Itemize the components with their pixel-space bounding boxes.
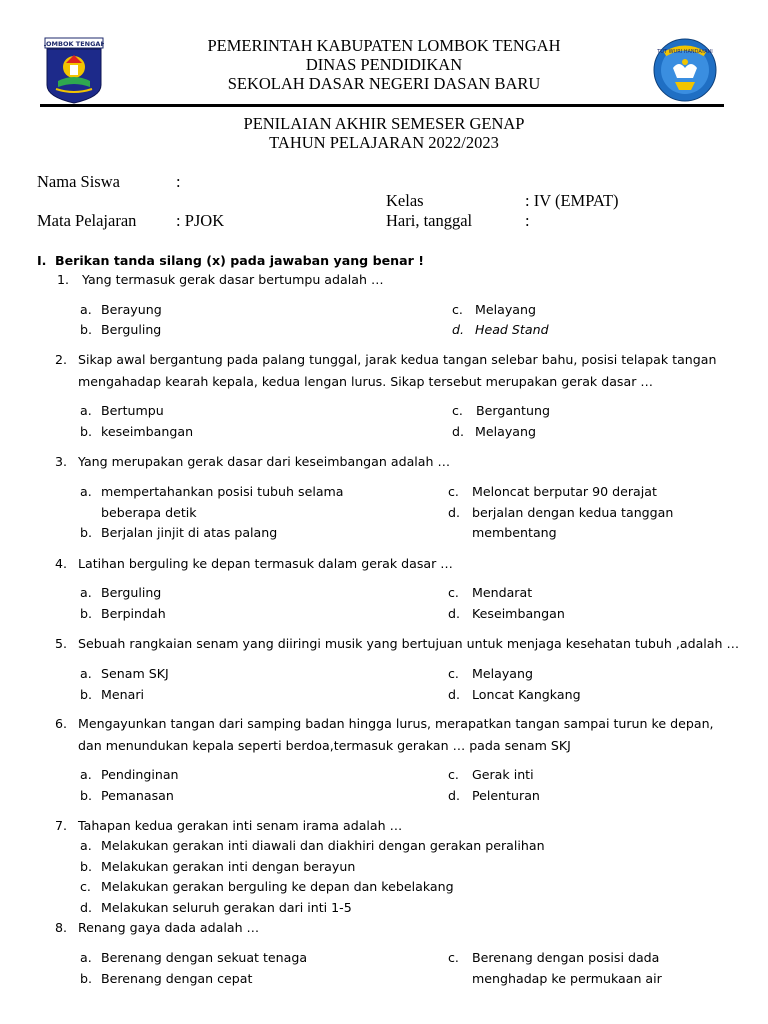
option-d: Melayang	[475, 424, 536, 439]
question-number: 8.	[55, 920, 68, 935]
question-number: 7.	[55, 818, 68, 833]
option-d: Head Stand	[475, 322, 549, 337]
option-c: Melakukan gerakan berguling ke depan dan kebelakang	[101, 879, 454, 894]
option-letter: b.	[80, 424, 92, 439]
option-c-continued: menghadap ke permukaan air	[472, 971, 662, 986]
option-letter: c.	[452, 302, 463, 317]
option-letter: b.	[80, 322, 92, 337]
option-c: Melayang	[472, 666, 533, 681]
option-letter: a.	[80, 484, 92, 499]
option-d: Keseimbangan	[472, 606, 565, 621]
hari-tanggal-label: Hari, tanggal	[386, 211, 473, 230]
header-divider	[40, 104, 724, 107]
question-number: 1.	[57, 272, 70, 287]
question-text: Yang termasuk gerak dasar bertumpu adalah …	[82, 272, 384, 287]
question-number: 4.	[55, 556, 68, 571]
option-c: Mendarat	[472, 585, 533, 600]
option-c: Meloncat berputar 90 derajat	[472, 484, 657, 499]
option-b: Berjalan jinjit di atas palang	[101, 525, 278, 540]
mata-pelajaran-label: Mata Pelajaran	[37, 211, 137, 230]
option-letter: a.	[80, 838, 92, 853]
nama-siswa-value: :	[176, 172, 181, 191]
kelas-value: : IV (EMPAT)	[525, 191, 619, 210]
option-letter: c.	[448, 484, 459, 499]
option-b: Berguling	[101, 322, 162, 337]
option-letter: c.	[448, 950, 459, 965]
option-letter: b.	[80, 606, 92, 621]
option-letter: a.	[80, 666, 92, 681]
exam-title: PENILAIAN AKHIR SEMESER GENAP	[243, 114, 525, 133]
option-c: Gerak inti	[472, 767, 534, 782]
option-letter: d.	[448, 687, 460, 702]
option-letter: c.	[448, 585, 459, 600]
option-letter: b.	[80, 525, 92, 540]
section-number: I.	[37, 253, 47, 268]
option-b: Pemanasan	[101, 788, 174, 803]
option-letter: c.	[448, 666, 459, 681]
option-letter: d.	[448, 606, 460, 621]
option-letter: a.	[80, 302, 92, 317]
option-letter: a.	[80, 403, 92, 418]
option-letter: c.	[452, 403, 463, 418]
option-b: Berenang dengan cepat	[101, 971, 253, 986]
option-letter: d.	[80, 900, 92, 915]
option-letter: b.	[80, 971, 92, 986]
option-a: mempertahankan posisi tubuh selama	[101, 484, 344, 499]
exam-year: TAHUN PELAJARAN 2022/2023	[269, 133, 499, 152]
option-letter: a.	[80, 585, 92, 600]
question-number: 2.	[55, 352, 68, 367]
question-text: Yang merupakan gerak dasar dari keseimbangan adalah …	[78, 454, 451, 469]
hari-tanggal-value: :	[525, 211, 530, 230]
option-a: Senam SKJ	[101, 666, 169, 681]
question-text: Sikap awal bergantung pada palang tunggal, jarak kedua tangan selebar bahu, posisi telapak tangan	[78, 352, 717, 367]
option-b: Menari	[101, 687, 144, 702]
question-text: Mengayunkan tangan dari samping badan hingga lurus, merapatkan tangan sampai turun ke depan,	[78, 716, 714, 731]
question-text: Tahapan kedua gerakan inti senam irama adalah …	[78, 818, 403, 833]
option-d: berjalan dengan kedua tanggan	[472, 505, 674, 520]
left-logo-text: LOMBOK TENGAH	[44, 40, 104, 48]
section-instruction: Berikan tanda silang (x) pada jawaban yang benar !	[55, 253, 424, 268]
right-logo-text: TUT WURI HANDAYANI	[657, 49, 713, 55]
option-b: Berpindah	[101, 606, 166, 621]
question-text: Sebuah rangkaian senam yang diiringi musik yang bertujuan untuk menjaga kesehatan tubuh ,adalah …	[78, 636, 740, 651]
option-letter: b.	[80, 859, 92, 874]
question-number: 6.	[55, 716, 68, 731]
option-letter: b.	[80, 788, 92, 803]
mata-pelajaran-value: : PJOK	[176, 211, 225, 230]
option-d: Pelenturan	[472, 788, 540, 803]
option-letter: d.	[448, 788, 460, 803]
option-letter: c.	[448, 767, 459, 782]
option-letter: d.	[452, 322, 464, 337]
question-text: Latihan berguling ke depan termasuk dalam gerak dasar …	[78, 556, 453, 571]
option-letter: d.	[452, 424, 464, 439]
header-line-1: PEMERINTAH KABUPATEN LOMBOK TENGAH	[207, 36, 561, 55]
option-letter: b.	[80, 687, 92, 702]
option-c: Berenang dengan posisi dada	[472, 950, 660, 965]
question-text: Renang gaya dada adalah …	[78, 920, 260, 935]
option-a: Melakukan gerakan inti diawali dan diakhiri dengan gerakan peralihan	[101, 838, 545, 853]
option-c: Melayang	[475, 302, 536, 317]
option-a: Bertumpu	[101, 403, 164, 418]
question-number: 3.	[55, 454, 68, 469]
option-a: Pendinginan	[101, 767, 179, 782]
option-a: Berayung	[101, 302, 162, 317]
question-text: dan menundukan kepala seperti berdoa,termasuk gerakan … pada senam SKJ	[78, 738, 571, 753]
option-b: Melakukan gerakan inti dengan berayun	[101, 859, 356, 874]
option-d: Loncat Kangkang	[472, 687, 581, 702]
option-c: Bergantung	[476, 403, 550, 418]
option-b: keseimbangan	[101, 424, 194, 439]
option-d-continued: membentang	[472, 525, 557, 540]
option-letter: c.	[80, 879, 91, 894]
question-number: 5.	[55, 636, 68, 651]
question-text: mengahadap kearah kepala, kedua lengan lurus. Sikap tersebut merupakan gerak dasar …	[78, 374, 653, 389]
option-d: Melakukan seluruh gerakan dari inti 1-5	[101, 900, 352, 915]
header-line-3: SEKOLAH DASAR NEGERI DASAN BARU	[227, 74, 541, 93]
kelas-label: Kelas	[386, 191, 424, 210]
option-a: Berenang dengan sekuat tenaga	[101, 950, 308, 965]
option-letter: d.	[448, 505, 460, 520]
nama-siswa-label: Nama Siswa	[37, 172, 120, 191]
option-letter: a.	[80, 950, 92, 965]
header-line-2: DINAS PENDIDIKAN	[305, 55, 463, 74]
option-letter: a.	[80, 767, 92, 782]
option-a: Berguling	[101, 585, 162, 600]
option-a-continued: beberapa detik	[101, 505, 197, 520]
